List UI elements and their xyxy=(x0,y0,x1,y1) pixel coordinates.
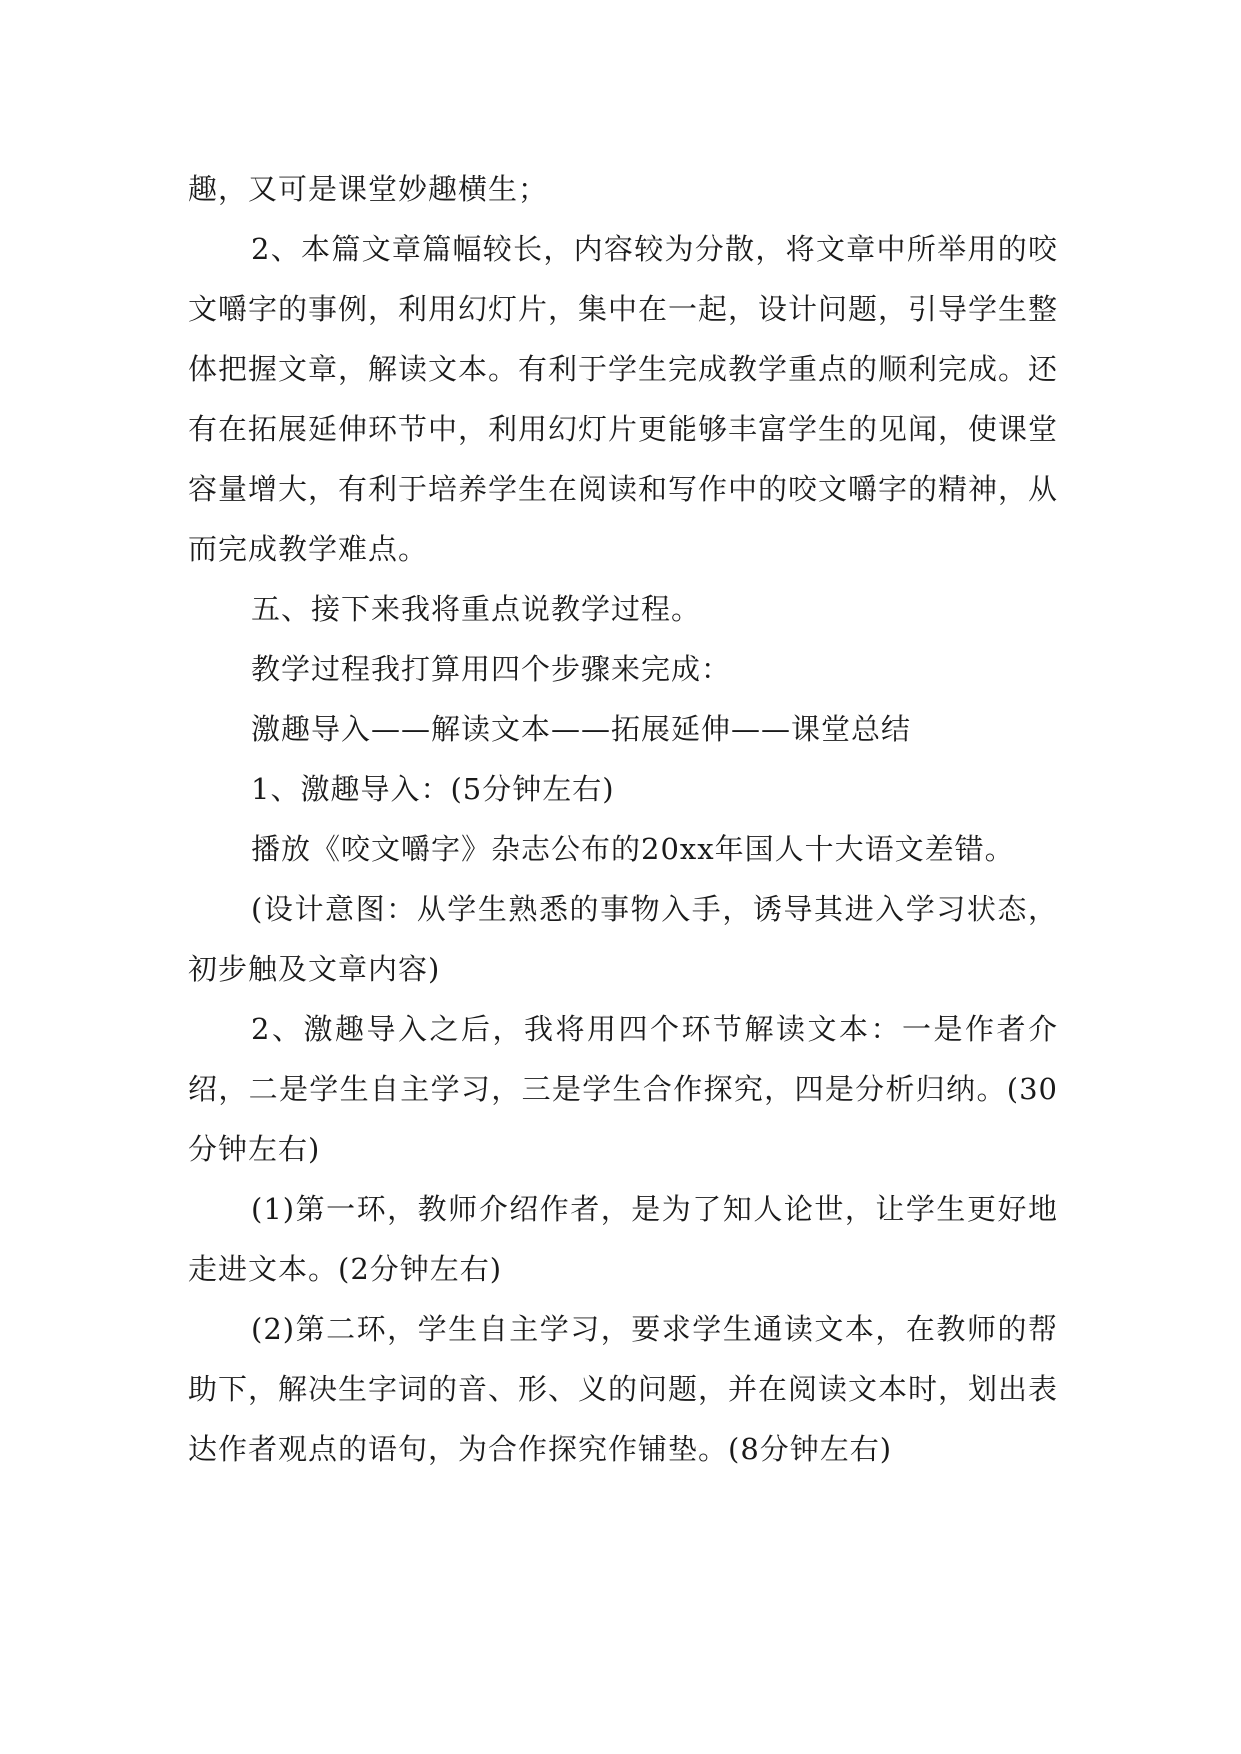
paragraph-continuation: 趣，又可是课堂妙趣横生； xyxy=(188,172,549,206)
paragraph-four-steps-intro: 教学过程我打算用四个步骤来完成： xyxy=(251,652,732,686)
paragraph-step-1-content: 播放《咬文嚼字》杂志公布的20xx年国人十大语文差错。 xyxy=(251,832,1015,866)
paragraph-step-2-sub-1: (1)第一环，教师介绍作者，是为了知人论世，让学生更好地走进文本。(2分钟左右) xyxy=(188,1192,1058,1286)
paragraph-step-2-overview: 2、激趣导入之后，我将用四个环节解读文本：一是作者介绍，二是学生自主学习，三是学生合作探究，四是分析归纳。(30分钟左右) xyxy=(188,1012,1058,1166)
paragraph-point-2-slides: 2、本篇文章篇幅较长，内容较为分散，将文章中所举用的咬文嚼字的事例，利用幻灯片，集中在一起，设计问题，引导学生整体把握文章，解读文本。有利于学生完成教学重点的顺利完成。还有在拓展延伸环节中，利用幻灯片更能够丰富学生的见闻，使课堂容量增大，有利于培养学生在阅读和写作中的咬文嚼字的精神，从而完成教学难点。 xyxy=(188,232,1059,566)
paragraph-section-five-heading: 五、接下来我将重点说教学过程。 xyxy=(251,592,702,626)
paragraph-step-1-heading: 1、激趣导入：(5分钟左右) xyxy=(251,772,615,806)
paragraph-step-1-design-intent: (设计意图：从学生熟悉的事物入手，诱导其进入学习状态，初步触及文章内容) xyxy=(188,892,1058,986)
paragraph-steps-flow: 激趣导入——解读文本——拓展延伸——课堂总结 xyxy=(251,712,912,746)
document-body xyxy=(188,159,1058,1479)
paragraph-step-2-sub-2: (2)第二环，学生自主学习，要求学生通读文本，在教师的帮助下，解决生字词的音、形、义的问题，并在阅读文本时，划出表达作者观点的语句，为合作探究作铺垫。(8分钟左右) xyxy=(188,1312,1059,1466)
